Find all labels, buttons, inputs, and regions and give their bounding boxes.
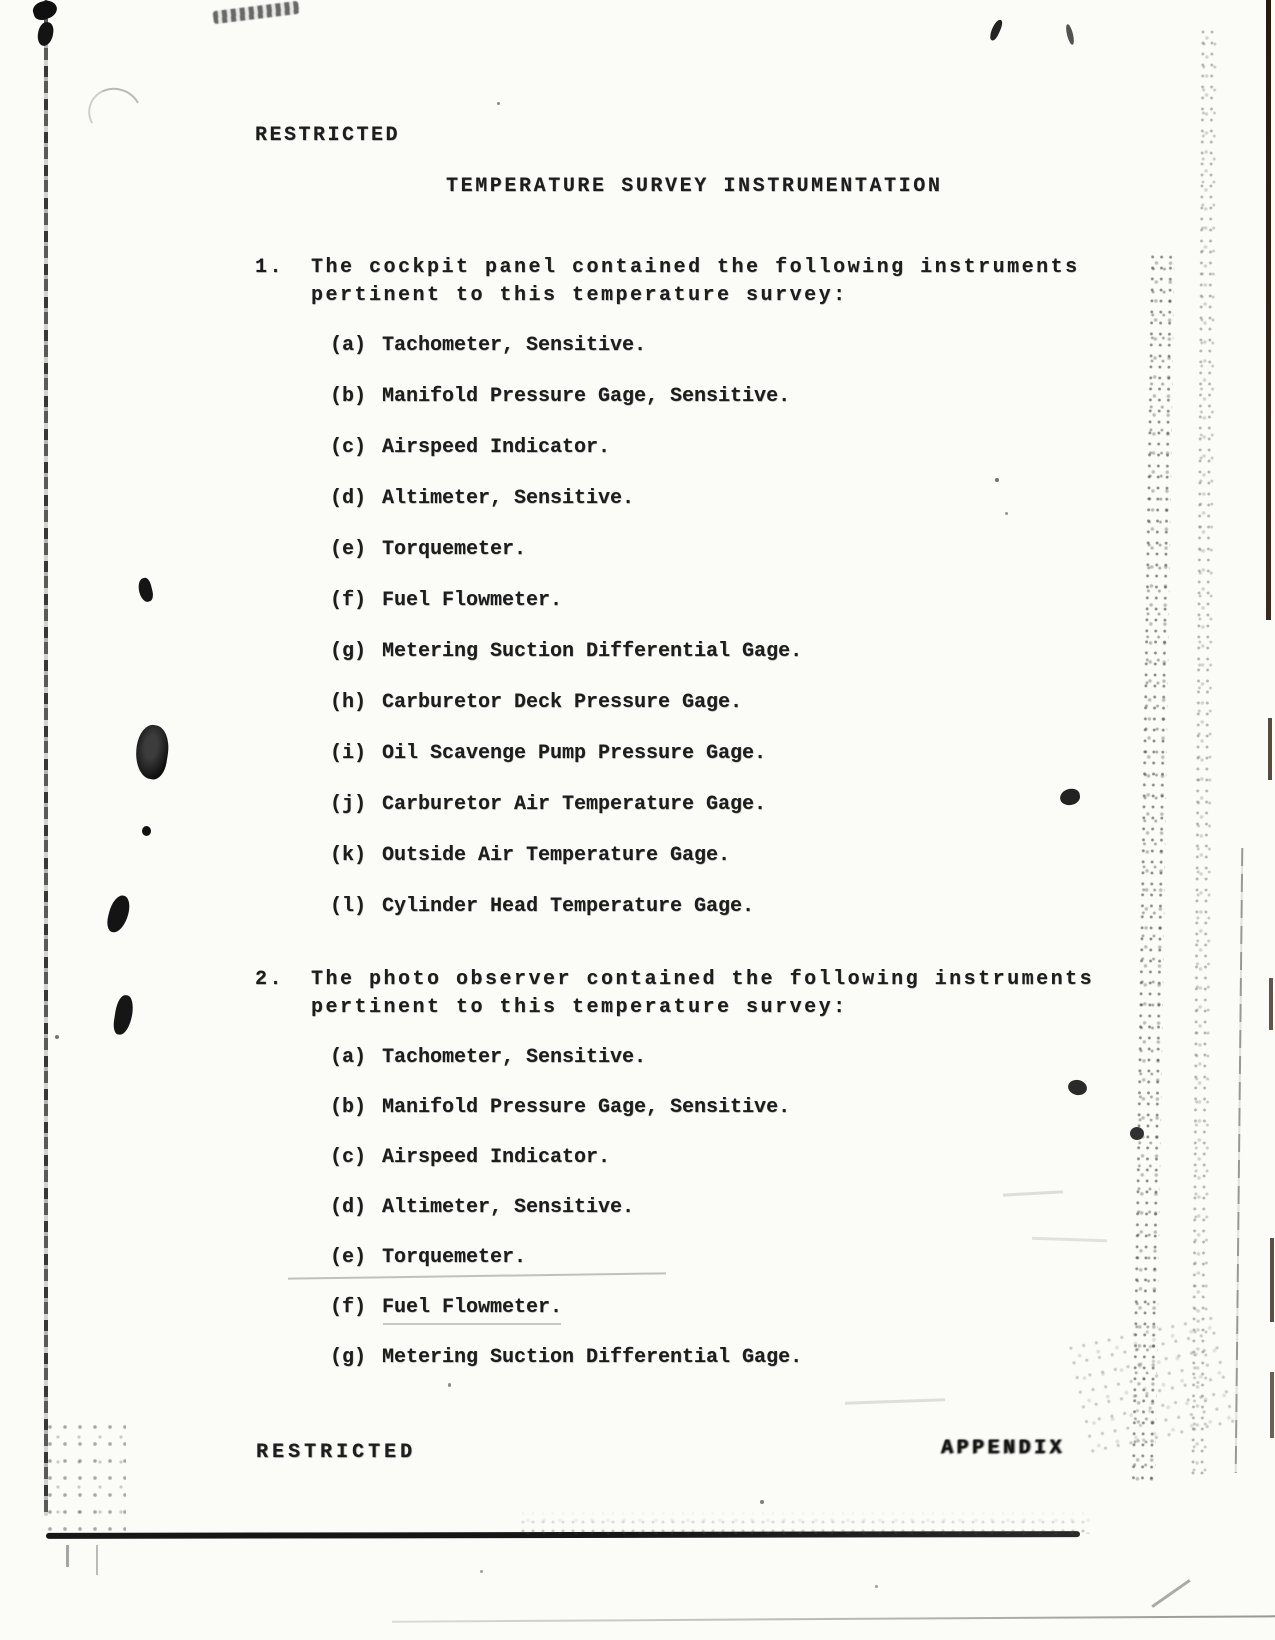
list-item-label: (k)	[330, 844, 367, 867]
paragraph-text	[311, 254, 1080, 310]
list-item-label: (g)	[330, 1346, 367, 1369]
scan-artifact-tick	[96, 1545, 98, 1575]
list-item-text: Metering Suction Differential Gage.	[382, 640, 803, 663]
scan-artifact-left-edge-line	[44, 0, 48, 1516]
scan-artifact-page-edge	[1270, 1372, 1274, 1438]
list-item-label: (c)	[330, 436, 367, 459]
scan-artifact-noise-band	[1191, 30, 1218, 1475]
page-title: TEMPERATURE SURVEY INSTRUMENTATION	[446, 175, 943, 198]
scan-artifact-ink-blob	[105, 893, 133, 934]
scan-artifact-ink-blob	[136, 577, 154, 603]
paragraph-number: 1.	[255, 256, 285, 279]
list-item-text: Outside Air Temperature Gage.	[382, 844, 731, 867]
paragraph-number: 2.	[255, 968, 285, 991]
scan-artifact-speck	[875, 1585, 878, 1588]
scan-artifact-speck	[55, 1035, 59, 1039]
list-item	[330, 641, 1175, 663]
list-item	[330, 335, 1175, 357]
scan-artifact-faint-dash	[845, 1398, 945, 1404]
list-item-label: (e)	[330, 538, 367, 561]
list-item	[330, 1297, 1175, 1319]
list-item	[330, 1147, 1175, 1169]
scan-artifact-speck	[760, 1500, 764, 1504]
list-item-label: (h)	[330, 691, 367, 714]
scan-artifact-ink-blob	[112, 994, 135, 1036]
list-item-label: (g)	[330, 640, 367, 663]
list-item-text: Altimeter, Sensitive.	[382, 1196, 635, 1219]
list-item-label: (j)	[330, 793, 367, 816]
list-item	[330, 845, 1175, 867]
classification-marking-top: RESTRICTED	[255, 124, 401, 147]
scan-artifact-faint-line	[392, 1615, 1275, 1622]
list-item	[330, 590, 1175, 612]
list-item	[330, 488, 1175, 510]
paragraph-line: The cockpit panel contained the following instruments	[311, 256, 1080, 279]
scan-artifact-corner-ink-blob	[36, 21, 54, 47]
numbered-paragraph-section	[255, 254, 1175, 947]
list-item-text: Carburetor Deck Pressure Gage.	[382, 691, 743, 714]
list-item-text: Airspeed Indicator.	[382, 1146, 611, 1169]
list-item-label: (a)	[330, 1046, 367, 1069]
list-item-text: Tachometer, Sensitive.	[382, 1046, 647, 1069]
list-item-text: Torquemeter.	[382, 1246, 527, 1269]
scan-artifact-horizontal-rule	[46, 1531, 1080, 1539]
list-item	[330, 692, 1175, 714]
list-item-text: Oil Scavenge Pump Pressure Gage.	[382, 742, 767, 765]
list-item	[330, 1047, 1175, 1069]
list-item-label: (d)	[330, 1196, 367, 1219]
list-item	[330, 1097, 1175, 1119]
list-item	[330, 1247, 1175, 1269]
scan-artifact-line-fuzz	[520, 1510, 1090, 1534]
scan-artifact-top-smudge	[213, 1, 300, 24]
appendix-label: APPENDIX	[941, 1437, 1066, 1460]
list-item-text: Metering Suction Differential Gage.	[382, 1346, 803, 1369]
list-item-label: (a)	[330, 334, 367, 357]
scan-artifact-page-edge	[1270, 1238, 1274, 1322]
scan-artifact-speck	[497, 102, 500, 105]
list-item-text: Tachometer, Sensitive.	[382, 334, 647, 357]
scan-artifact-corner-ink-blob	[31, 0, 59, 22]
list-item-text: Carburetor Air Temperature Gage.	[382, 793, 767, 816]
scan-artifact-ink-mark	[988, 18, 1004, 41]
scan-artifact-page-edge	[1269, 978, 1273, 1030]
scan-artifact-ink-dot	[142, 826, 151, 836]
list-item-label: (f)	[330, 589, 367, 612]
list-item-label: (e)	[330, 1246, 367, 1269]
list-item-text: Cylinder Head Temperature Gage.	[382, 895, 755, 918]
numbered-paragraph-section	[255, 966, 1175, 1397]
scan-artifact-punch-hole-arc	[82, 81, 149, 145]
scan-artifact-vertical-line	[1235, 848, 1244, 1473]
list-item-text: Altimeter, Sensitive.	[382, 487, 635, 510]
list-item-text: Fuel Flowmeter.	[382, 1296, 563, 1319]
list-item-label: (c)	[330, 1146, 367, 1169]
list-item-label: (b)	[330, 1096, 367, 1119]
list-item-label: (b)	[330, 385, 367, 408]
paragraph-text	[311, 966, 1094, 1022]
paragraph-line: The photo observer contained the following instruments	[311, 968, 1095, 991]
list-item-text: Manifold Pressure Gage, Sensitive.	[382, 1096, 791, 1119]
scan-artifact-ink-blob	[132, 723, 172, 781]
list-item-text: Airspeed Indicator.	[382, 436, 611, 459]
list-item-label: (i)	[330, 742, 367, 765]
scan-artifact-ink-mark	[1065, 24, 1076, 46]
list-item-text: Manifold Pressure Gage, Sensitive.	[382, 385, 791, 408]
paragraph-line: pertinent to this temperature survey:	[311, 996, 848, 1019]
list-item-text: Torquemeter.	[382, 538, 527, 561]
scan-artifact-faint-dash	[1151, 1579, 1190, 1608]
list-item	[330, 794, 1175, 816]
list-item-label: (d)	[330, 487, 367, 510]
list-item	[330, 1197, 1175, 1219]
scan-artifact-tick	[66, 1545, 69, 1567]
list-item	[330, 1347, 1175, 1369]
scan-artifact-page-edge	[1268, 718, 1272, 780]
list-item-text: Fuel Flowmeter.	[382, 589, 563, 612]
instrument-list	[330, 1047, 1175, 1369]
list-item	[330, 539, 1175, 561]
paragraph-line: pertinent to this temperature survey:	[311, 284, 848, 307]
list-item	[330, 437, 1175, 459]
instrument-list	[330, 335, 1175, 918]
scan-artifact-speck	[480, 1570, 483, 1573]
list-item-label: (l)	[330, 895, 367, 918]
list-item	[330, 896, 1175, 918]
list-item	[330, 743, 1175, 765]
classification-marking-bottom: RESTRICTED	[256, 1441, 417, 1464]
scan-artifact-speckle-cluster	[46, 1422, 126, 1532]
list-item-label: (f)	[330, 1296, 367, 1319]
scan-artifact-page-edge	[1266, 0, 1271, 620]
paragraph	[255, 966, 1175, 1022]
list-item	[330, 386, 1175, 408]
paragraph	[255, 254, 1175, 310]
